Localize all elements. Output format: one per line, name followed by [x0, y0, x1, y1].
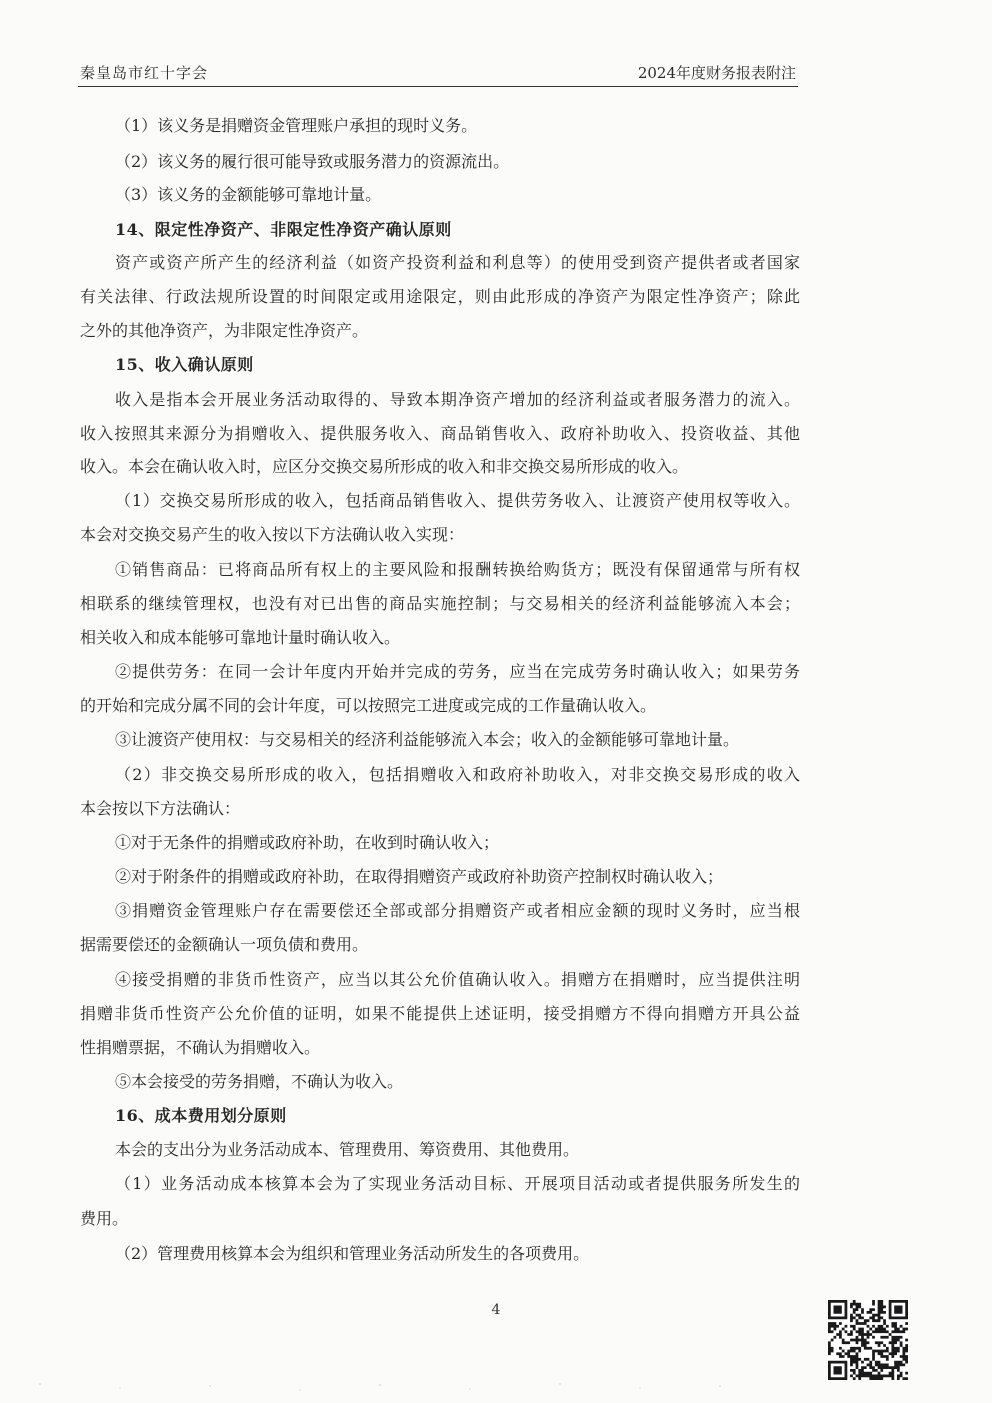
text-line: 有关法律、行政法规所设置的时间限定或用途限定，则由此形成的净资产为限定性净资产；除此 [80, 287, 800, 306]
text-line: ②对于附条件的捐赠或政府补助，在取得捐赠资产或政府补助资产控制权时确认收入； [115, 867, 724, 886]
text-line: （1）业务活动成本核算本会为了实现业务活动目标、开展项目活动或者提供服务所发生的 [115, 1174, 800, 1193]
text-line: 性捐赠票据，不确认为捐赠收入。 [80, 1038, 321, 1057]
page-number: 4 [491, 1302, 501, 1318]
section-heading: 14、限定性净资产、非限定性净资产确认原则 [115, 220, 452, 239]
text-line: 本会的支出分为业务活动成本、管理费用、筹资费用、其他费用。 [115, 1140, 580, 1159]
text-line: ④接受捐赠的非货币性资产，应当以其公允价值确认收入。捐赠方在捐赠时，应当提供注明 [115, 970, 800, 989]
text-line: ②提供劳务：在同一会计年度内开始并完成的劳务，应当在完成劳务时确认收入；如果劳务 [115, 662, 800, 681]
text-line: 收入是指本会开展业务活动取得的、导致本期净资产增加的经济利益或者服务潜力的流入。 [115, 390, 800, 409]
section-heading: 16、成本费用划分原则 [115, 1106, 287, 1125]
text-line: 相联系的继续管理权，也没有对已出售的商品实施控制；与交易相关的经济利益能够流入本会； [80, 594, 800, 613]
text-line: （2）非交换交易所形成的收入，包括捐赠收入和政府补助收入，对非交换交易形成的收入 [115, 765, 800, 784]
text-line: （2）管理费用核算本会为组织和管理业务活动所发生的各项费用。 [115, 1244, 590, 1263]
text-line: 本会对交换交易产生的收入按以下方法确认收入实现： [80, 525, 465, 544]
header-report-title: 2024年度财务报表附注 [637, 64, 796, 82]
qr-code-icon [828, 1300, 908, 1380]
text-line: 本会按以下方法确认： [80, 799, 241, 818]
text-line: 收入按照其来源分为捐赠收入、提供服务收入、商品销售收入、政府补助收入、投资收益、其他 [80, 424, 800, 443]
text-line: ③让渡资产使用权：与交易相关的经济利益能够流入本会；收入的金额能够可靠地计量。 [115, 730, 740, 749]
text-line: ③捐赠资金管理账户存在需要偿还全部或部分捐赠资产或者相应金额的现时义务时，应当根 [115, 901, 800, 920]
header-rule [78, 86, 798, 87]
text-line: ①销售商品：已将商品所有权上的主要风险和报酬转换给购货方；既没有保留通常与所有权 [115, 560, 800, 579]
header-organization: 秦皇岛市红十字会 [80, 64, 209, 82]
text-line: 据需要偿还的金额确认一项负债和费用。 [80, 935, 369, 954]
text-line: （1）该义务是捐赠资金管理账户承担的现时义务。 [115, 116, 478, 135]
text-line: 相关收入和成本能够可靠地计量时确认收入。 [80, 628, 401, 647]
section-heading: 15、收入确认原则 [115, 355, 254, 374]
text-line: ⑤本会接受的劳务捐赠，不确认为收入。 [115, 1072, 404, 1091]
text-line: 收入。本会在确认收入时，应区分交换交易所形成的收入和非交换交易所形成的收入。 [80, 457, 689, 476]
text-line: ①对于无条件的捐赠或政府补助，在收到时确认收入； [115, 833, 500, 852]
text-line: （3）该义务的金额能够可靠地计量。 [115, 185, 382, 204]
scan-noise [0, 1380, 992, 1400]
text-line: 资产或资产所产生的经济利益（如资产投资利益和利息等）的使用受到资产提供者或者国家 [115, 253, 800, 272]
text-line: （2）该义务的履行很可能导致或服务潜力的资源流出。 [115, 152, 510, 171]
text-line: 的开始和完成分属不同的会计年度，可以按照完工进度或完成的工作量确认收入。 [80, 696, 657, 715]
text-line: 费用。 [80, 1209, 129, 1228]
text-line: 之外的其他净资产，为非限定性净资产。 [80, 321, 369, 340]
text-line: 捐赠非货币性资产公允价值的证明，如果不能提供上述证明，接受捐赠方不得向捐赠方开具公益 [80, 1004, 800, 1023]
text-line: （1）交换交易所形成的收入，包括商品销售收入、提供劳务收入、让渡资产使用权等收入。 [115, 491, 800, 510]
